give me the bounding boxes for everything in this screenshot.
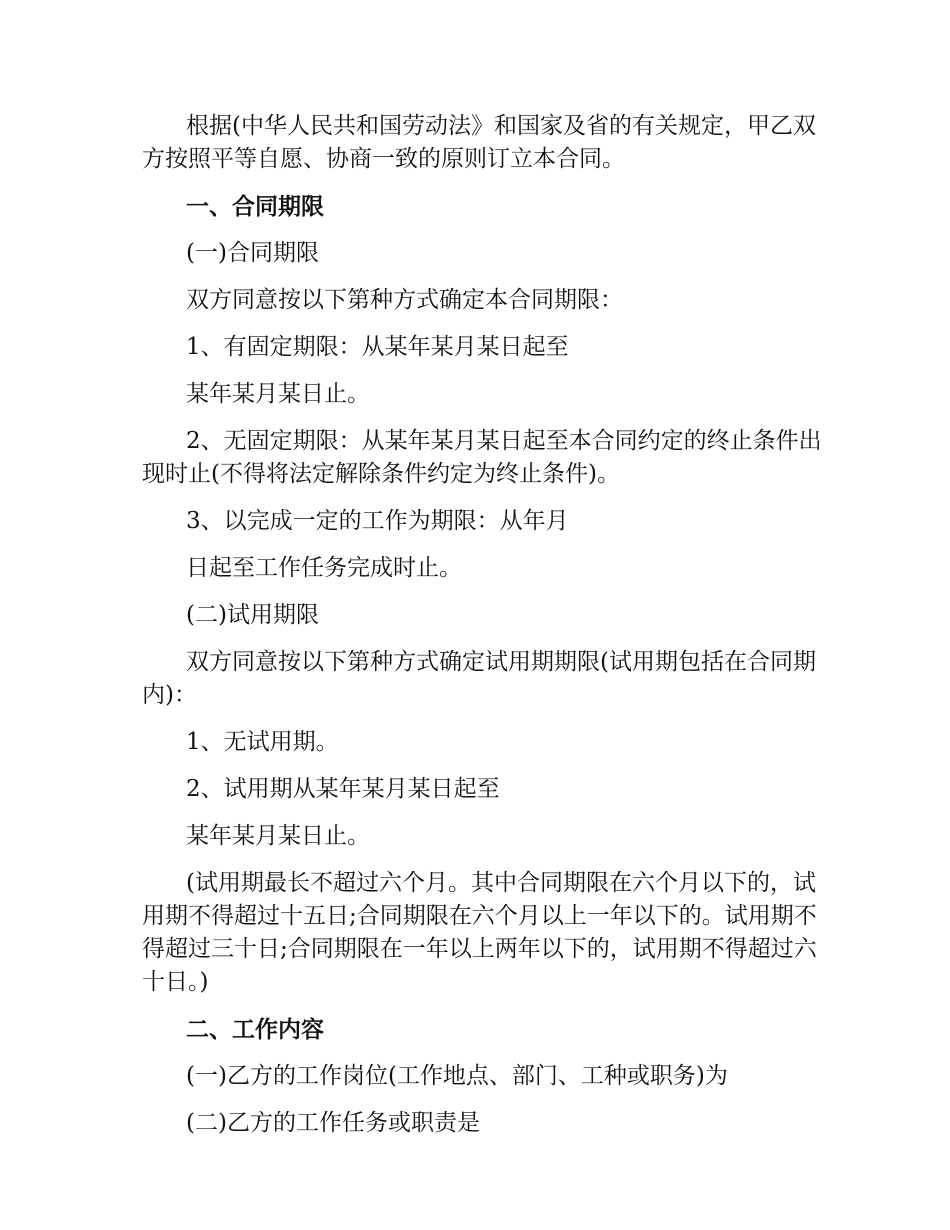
paragraph-fixed-term-end: 某年某月某日止。 — [186, 381, 370, 407]
paragraph-probation-note: (试用期最长不超过六个月。其中合同期限在六个月以下的，试用期不得超过十五日;合同期限在六个月以上一年以下的。试用期不得超过三十日;合同期限在一年以上两年以下的，试用期不得超过六十日。) — [142, 870, 817, 995]
paragraph-preamble: 根据(中华人民共和国劳动法》和国家及省的有关规定，甲乙双方按照平等自愿、协商一致的原则订立本合同。 — [142, 113, 816, 172]
heading-contract-term: 一、合同期限 — [186, 193, 324, 220]
paragraph-probation-end: 某年某月某日止。 — [186, 823, 370, 849]
document-body — [142, 110, 822, 1140]
subheading-contract-term: (一)合同期限 — [186, 240, 319, 266]
subheading-probation: (二)试用期限 — [186, 602, 319, 628]
paragraph-probation-start: 2、试用期从某年某月某日起至 — [186, 776, 500, 802]
paragraph-task-term-end: 日起至工作任务完成时止。 — [186, 555, 462, 581]
paragraph-term-method: 双方同意按以下第种方式确定本合同期限： — [186, 287, 623, 313]
paragraph-fixed-term: 1、有固定期限：从某年某月某日起至 — [186, 334, 569, 360]
heading-work-content: 二、工作内容 — [186, 1016, 324, 1043]
paragraph-work-position: (一)乙方的工作岗位(工作地点、部门、工种或职务)为 — [186, 1063, 728, 1089]
paragraph-task-term: 3、以完成一定的工作为期限：从年月 — [186, 508, 569, 534]
paragraph-open-term: 2、无固定期限：从某年某月某日起至本合同约定的终止条件出现时止(不得将法定解除条件约定为终止条件)。 — [142, 428, 822, 487]
paragraph-no-probation: 1、无试用期。 — [186, 729, 339, 755]
paragraph-work-duties: (二)乙方的工作任务或职责是 — [186, 1110, 480, 1136]
paragraph-probation-method: 双方同意按以下第种方式确定试用期期限(试用期包括在合同期内)： — [142, 649, 816, 708]
